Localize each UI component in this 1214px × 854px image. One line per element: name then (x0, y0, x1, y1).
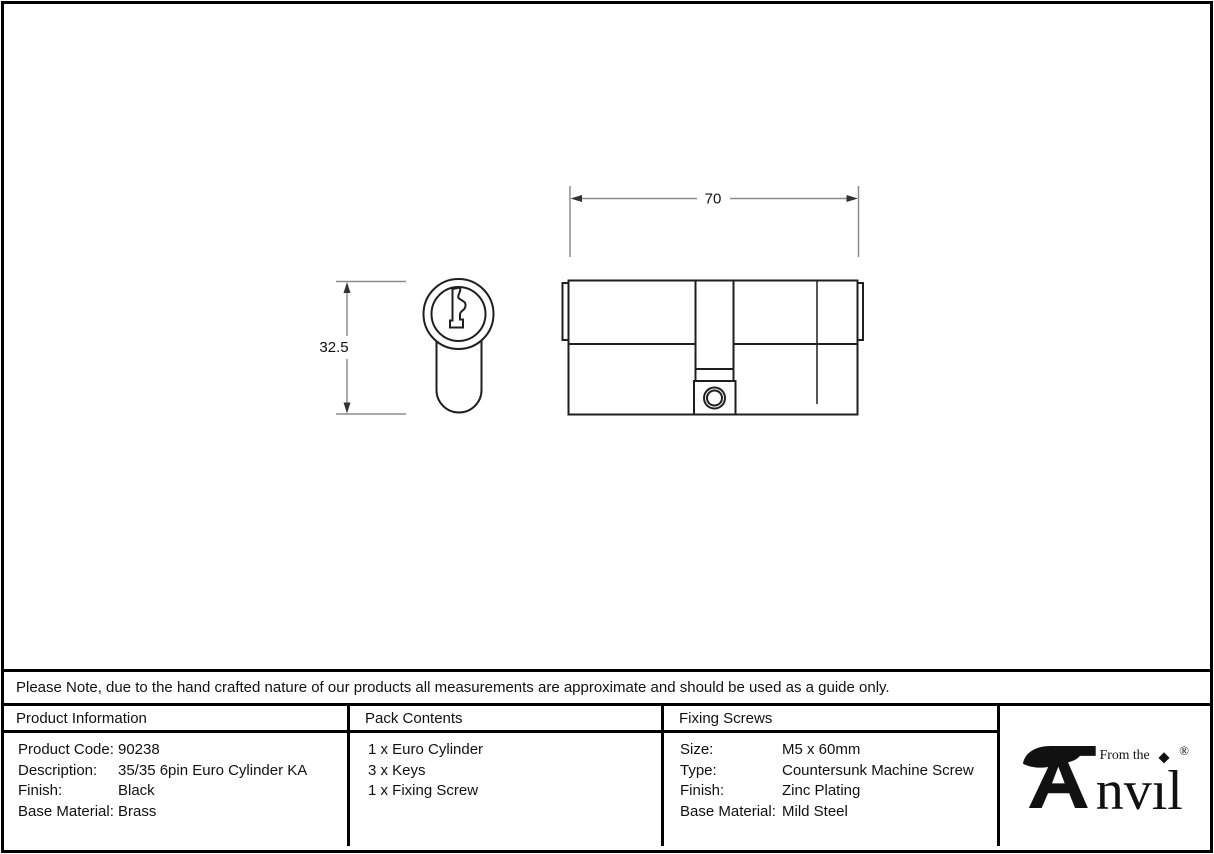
arrowhead-up (344, 282, 351, 293)
spec-value: Mild Steel (782, 802, 848, 820)
arrowhead-down (344, 403, 351, 414)
spec-row (664, 740, 997, 761)
spec-value: Zinc Plating (782, 782, 861, 800)
note-bar (1, 669, 1213, 706)
product-information-column (1, 706, 350, 846)
width-dimension-label: 70 (704, 190, 722, 208)
logo-tagline: From the (1099, 746, 1150, 762)
spec-label: Size: (680, 741, 714, 758)
brand-logo-cell (1000, 706, 1213, 846)
product-information-body (1, 733, 347, 822)
spec-row (664, 761, 997, 782)
spec-label: Description: (18, 761, 98, 779)
spec-row (1, 781, 347, 802)
from-the-anvil-logo (1021, 739, 1193, 814)
height-dimension-label: 32.5 (319, 339, 349, 356)
arrowhead-left (571, 195, 583, 202)
spec-row (1, 802, 347, 823)
spec-label: Base Material: (680, 802, 776, 820)
pack-item: 1 x Fixing Screw (368, 782, 479, 800)
product-information-header: Product Information (1, 706, 347, 733)
fixing-screws-body (664, 733, 997, 822)
spec-label: Finish: (18, 782, 63, 800)
spec-value: Black (118, 782, 155, 800)
logo-brand-text: nvıl (1095, 759, 1183, 814)
pack-contents-header: Pack Contents (350, 706, 661, 733)
spec-label: Product Code: (18, 741, 114, 758)
spec-value: 35/35 6pin Euro Cylinder KA (118, 761, 308, 779)
spec-value: 90238 (118, 741, 160, 758)
note-text: Please Note, due to the hand crafted nature of our products all measurements are approximate and should be used as a guide only. (16, 679, 890, 696)
arrowhead-right (847, 195, 859, 202)
pack-item: 1 x Euro Cylinder (368, 741, 484, 758)
spec-value: M5 x 60mm (782, 741, 861, 758)
fixing-screws-header: Fixing Screws (664, 706, 997, 733)
cylinder-front-view (424, 279, 494, 413)
spec-value: Countersunk Machine Screw (782, 761, 974, 779)
pack-item: 3 x Keys (368, 761, 426, 779)
width-dimension (570, 186, 859, 257)
cylinder-side-view (563, 281, 864, 415)
pack-contents-column (350, 706, 664, 846)
spec-row (1, 740, 347, 761)
spec-value: Brass (118, 802, 157, 820)
height-dimension (319, 282, 406, 415)
registered-mark: ® (1178, 743, 1189, 758)
spec-row (1, 761, 347, 782)
fixing-screws-column (664, 706, 1000, 846)
pack-contents-body (350, 733, 661, 802)
spec-label: Base Material: (18, 802, 114, 820)
spec-label: Finish: (680, 782, 725, 800)
spec-label: Type: (680, 761, 717, 779)
spec-table (1, 706, 1213, 846)
spec-row (664, 802, 997, 823)
spec-row (664, 781, 997, 802)
